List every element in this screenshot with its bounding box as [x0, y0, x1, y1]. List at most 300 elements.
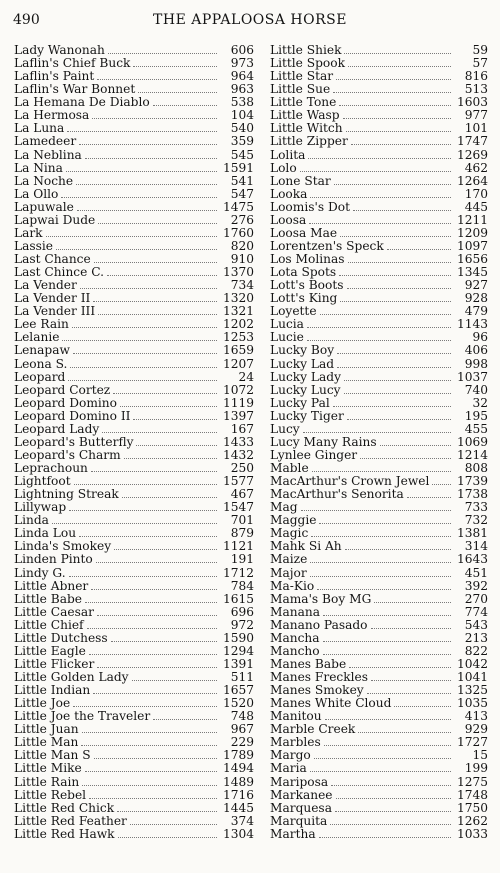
dot-leader	[133, 410, 217, 420]
index-entry	[14, 371, 254, 384]
entry-name: Lapwai Dude	[14, 213, 96, 227]
entry-name: Loomis's Dot	[270, 200, 350, 214]
dot-leader	[87, 619, 217, 629]
entry-number: 822	[464, 644, 488, 658]
entry-number: 734	[230, 279, 254, 293]
dot-leader	[66, 162, 217, 172]
page-number: 490	[13, 12, 40, 28]
entry-name: La Ollo	[14, 187, 59, 201]
dot-leader	[111, 632, 217, 642]
entry-name: Lolita	[270, 148, 306, 162]
dot-leader	[62, 331, 217, 341]
index-entry	[14, 331, 254, 344]
entry-number: 1037	[456, 370, 488, 384]
entry-number: 1119	[222, 396, 254, 410]
entry-name: Lucy Many Rains	[270, 435, 377, 449]
entry-name: Lindy G.	[14, 566, 66, 580]
entry-name: Lucky Lucy	[270, 383, 341, 397]
dot-leader	[102, 423, 217, 433]
entry-number: 998	[464, 357, 488, 371]
entry-name: Maize	[270, 553, 308, 567]
dot-leader	[310, 188, 451, 198]
entry-name: La Hermosa	[14, 109, 90, 123]
index-entry	[14, 122, 254, 135]
entry-number: 1433	[222, 435, 254, 449]
dot-leader	[81, 736, 217, 746]
dot-leader	[314, 749, 451, 759]
index-entry	[14, 253, 254, 266]
dot-leader	[432, 475, 451, 485]
entry-number: 541	[230, 174, 254, 188]
entry-name: Little Spook	[270, 57, 345, 71]
entry-number: 1789	[222, 749, 254, 763]
entry-number: 808	[464, 462, 488, 475]
dot-leader	[113, 384, 217, 394]
index-entry	[270, 802, 488, 815]
entry-name: Laflin's Chief Buck	[14, 57, 131, 71]
entry-name: Lenapaw	[14, 344, 70, 358]
entry-name: La Vender	[14, 279, 77, 293]
dot-leader	[307, 331, 451, 341]
dot-leader	[307, 318, 451, 328]
index-entry	[270, 96, 488, 109]
entry-name: La Neblina	[14, 148, 82, 162]
dot-leader	[347, 410, 451, 420]
entry-name: Leopard's Butterfly	[14, 435, 134, 449]
index-entry	[14, 632, 254, 645]
index-entry	[270, 201, 488, 214]
entry-number: 1739	[456, 475, 488, 489]
entry-number: 910	[230, 253, 254, 266]
entry-number: 973	[230, 57, 254, 71]
dot-leader	[82, 723, 217, 733]
entry-name: Little Shiek	[270, 44, 342, 57]
dot-leader	[353, 201, 451, 211]
dot-leader	[93, 684, 217, 694]
index-entry	[14, 776, 254, 789]
dot-leader	[394, 697, 451, 707]
dot-leader	[340, 227, 451, 237]
entry-name: Magic	[270, 527, 309, 541]
entry-number: 1727	[456, 736, 488, 750]
entry-name: Mancho	[270, 644, 320, 658]
entry-number: 1320	[222, 292, 254, 306]
page-header	[0, 10, 500, 30]
entry-name: Manana	[270, 605, 320, 619]
dot-leader	[308, 149, 451, 159]
entry-number: 359	[230, 135, 254, 149]
dot-leader	[337, 358, 451, 368]
entry-name: Lightfoot	[14, 475, 71, 489]
index-entry	[14, 815, 254, 828]
dot-leader	[336, 70, 451, 80]
entry-number: 1391	[222, 657, 254, 671]
dot-leader	[79, 135, 217, 145]
index-entry	[14, 828, 254, 841]
entry-name: La Nina	[14, 161, 63, 175]
dot-leader	[358, 723, 451, 733]
index-entry	[14, 292, 254, 305]
entry-name: Laflin's War Bonnet	[14, 83, 136, 97]
index-entry	[270, 645, 488, 658]
dot-leader	[324, 736, 451, 746]
entry-number: 547	[230, 187, 254, 201]
index-entry	[14, 697, 254, 710]
index-entry	[14, 109, 254, 122]
entry-name: Lott's Boots	[270, 279, 344, 293]
entry-number: 879	[230, 527, 254, 541]
entry-name: Little Red Chick	[14, 801, 115, 815]
dot-leader	[93, 292, 217, 302]
entry-name: Little Joe	[14, 697, 71, 711]
entry-number: 701	[230, 514, 254, 528]
index-entry	[270, 567, 488, 580]
index-entry	[270, 671, 488, 684]
dot-leader	[73, 344, 217, 354]
entry-name: Mama's Boy MG	[270, 592, 372, 606]
index-entry	[270, 240, 488, 253]
entry-number: 1590	[222, 631, 254, 645]
entry-name: Leopard Domino II	[14, 409, 131, 423]
dot-leader	[317, 580, 451, 590]
dot-leader	[85, 149, 217, 159]
index-entry	[270, 684, 488, 697]
dot-leader	[74, 475, 217, 485]
entry-number: 199	[464, 762, 488, 776]
dot-leader	[132, 671, 217, 681]
dot-leader	[133, 57, 217, 67]
entry-name: Little Zipper	[270, 135, 348, 149]
entry-number: 774	[464, 605, 488, 619]
index-entry	[270, 723, 488, 736]
dot-leader	[97, 606, 217, 616]
dot-leader	[323, 645, 451, 655]
index-entry	[14, 749, 254, 762]
index-entry	[14, 358, 254, 371]
entry-name: Little Dutchess	[14, 631, 108, 645]
entry-number: 1121	[222, 540, 254, 554]
entry-number: 784	[230, 579, 254, 593]
index-entry	[270, 789, 488, 802]
entry-name: Last Chance	[14, 253, 91, 266]
index-entry	[14, 96, 254, 109]
dot-leader	[85, 762, 217, 772]
index-entry	[270, 397, 488, 410]
dot-leader	[91, 580, 217, 590]
index-entry	[14, 658, 254, 671]
dot-leader	[344, 371, 451, 381]
index-entry	[14, 619, 254, 632]
index-entry	[270, 266, 488, 279]
index-entry	[270, 540, 488, 553]
entry-number: 1381	[456, 527, 488, 541]
index-entry	[270, 658, 488, 671]
index-entry	[270, 305, 488, 318]
entry-name: Lark	[14, 226, 43, 240]
entry-name: Little Witch	[270, 122, 343, 136]
entry-name: Little Star	[270, 70, 334, 84]
entry-number: 462	[464, 161, 488, 175]
dot-leader	[407, 488, 451, 498]
index-entry	[14, 553, 254, 566]
entry-name: Leopard	[14, 370, 66, 384]
entry-name: La Noche	[14, 174, 74, 188]
entry-name: MacArthur's Senorita	[270, 488, 404, 502]
entry-number: 1712	[222, 566, 254, 580]
entry-number: 1547	[222, 501, 254, 515]
entry-number: 967	[230, 723, 254, 737]
index-entry	[14, 593, 254, 606]
entry-name: Little Sue	[270, 83, 331, 97]
dot-leader	[97, 70, 217, 80]
dot-leader	[345, 540, 451, 550]
entry-name: Mariposa	[270, 775, 329, 789]
entry-number: 696	[230, 605, 254, 619]
entry-name: Lucky Pal	[270, 396, 330, 410]
entry-number: 1643	[456, 553, 488, 567]
dot-leader	[340, 292, 451, 302]
index-entry	[270, 514, 488, 527]
index-entry	[14, 501, 254, 514]
entry-number: 545	[230, 148, 254, 162]
entry-name: Manes White Cloud	[270, 697, 392, 711]
entry-number: 1202	[222, 318, 254, 332]
index-entry	[14, 580, 254, 593]
entry-number: 1264	[456, 174, 488, 188]
entry-name: Little Caesar	[14, 605, 94, 619]
entry-name: Lucky Boy	[270, 344, 335, 358]
index-entry	[270, 593, 488, 606]
entry-number: 732	[464, 514, 488, 528]
entry-name: Little Babe	[14, 592, 83, 606]
entry-name: Mable	[270, 462, 309, 475]
entry-name: Marquita	[270, 814, 328, 828]
entry-number: 1209	[456, 226, 488, 240]
index-entry	[270, 188, 488, 201]
dot-leader	[67, 122, 217, 132]
entry-name: Manes Smokey	[270, 684, 364, 698]
index-entry	[270, 371, 488, 384]
entry-name: Lassie	[14, 239, 53, 253]
entry-number: 1748	[456, 788, 488, 802]
entry-name: Manitou	[270, 710, 322, 724]
index-entry	[270, 710, 488, 723]
dot-leader	[347, 279, 452, 289]
entry-name: Little Mike	[14, 762, 82, 776]
entry-name: Lone Star	[270, 174, 331, 188]
index-entry	[14, 57, 254, 70]
dot-leader	[339, 266, 451, 276]
entry-number: 32	[472, 396, 488, 410]
entry-number: 606	[230, 44, 254, 57]
index-entry	[270, 318, 488, 331]
dot-leader	[330, 815, 451, 825]
entry-number: 1321	[222, 305, 254, 319]
dot-leader	[312, 462, 451, 472]
index-entry	[270, 462, 488, 475]
index-entry	[270, 331, 488, 344]
entry-number: 270	[464, 592, 488, 606]
entry-number: 929	[464, 723, 488, 737]
index-entry	[14, 397, 254, 410]
dot-leader	[310, 567, 451, 577]
entry-name: Manes Freckles	[270, 671, 369, 684]
index-entry	[270, 410, 488, 423]
entry-number: 1207	[222, 357, 254, 371]
index-entry	[14, 344, 254, 357]
entry-number: 1432	[222, 448, 254, 462]
dot-leader	[374, 593, 451, 603]
entry-name: Little Rain	[14, 775, 80, 789]
dot-leader	[72, 318, 217, 328]
index-entry	[270, 109, 488, 122]
entry-number: 1069	[456, 435, 488, 449]
entry-number: 1211	[456, 213, 488, 227]
entry-name: Little Man S	[14, 749, 91, 763]
entry-number: 374	[230, 814, 254, 828]
dot-leader	[77, 201, 217, 211]
entry-name: Lucy	[270, 422, 300, 436]
index-entry	[14, 240, 254, 253]
index-entry	[14, 305, 254, 318]
dot-leader	[117, 802, 217, 812]
entry-number: 927	[464, 279, 488, 293]
entry-name: Little Juan	[14, 723, 79, 737]
entry-number: 816	[464, 70, 488, 84]
index-entry	[270, 122, 488, 135]
dot-leader	[114, 540, 217, 550]
index-entry	[270, 527, 488, 540]
dot-leader	[351, 135, 451, 145]
dot-leader	[68, 371, 217, 381]
dot-leader	[69, 501, 217, 511]
entry-name: Little Indian	[14, 684, 91, 698]
entry-number: 1657	[222, 684, 254, 698]
entry-number: 59	[472, 44, 488, 57]
entry-name: Maggie	[270, 514, 317, 528]
entry-number: 1603	[456, 96, 488, 110]
dot-leader	[98, 214, 217, 224]
entry-name: Lucie	[270, 331, 304, 345]
dot-leader	[98, 305, 217, 315]
entry-number: 170	[464, 187, 488, 201]
index-entry	[270, 57, 488, 70]
index-entry	[270, 501, 488, 514]
entry-name: Little Flicker	[14, 657, 95, 671]
entry-number: 1262	[456, 814, 488, 828]
index-entry	[14, 149, 254, 162]
entry-number: 928	[464, 292, 488, 306]
index-entry	[14, 671, 254, 684]
dot-leader	[309, 214, 451, 224]
index-entry	[14, 449, 254, 462]
index-entry	[14, 723, 254, 736]
dot-leader	[319, 514, 451, 524]
index-entry	[270, 776, 488, 789]
entry-number: 57	[472, 57, 488, 71]
entry-number: 1716	[222, 788, 254, 802]
index-entry	[270, 292, 488, 305]
entry-number: 167	[230, 422, 254, 436]
entry-number: 101	[464, 122, 488, 136]
dot-leader	[310, 762, 451, 772]
entry-name: Lamedeer	[14, 135, 77, 149]
entry-name: Margo	[270, 749, 311, 763]
index-entry	[270, 423, 488, 436]
entry-number: 1738	[456, 488, 488, 502]
dot-leader	[310, 553, 451, 563]
entry-name: Little Rebel	[14, 788, 87, 802]
entry-name: Mancha	[270, 631, 320, 645]
dot-leader	[320, 305, 451, 315]
entry-number: 195	[464, 409, 488, 423]
index-entry	[14, 266, 254, 279]
entry-name: Looka	[270, 187, 308, 201]
index-entry	[270, 697, 488, 710]
entry-name: Laflin's Paint	[14, 70, 95, 84]
entry-number: 543	[464, 618, 488, 632]
dot-leader	[97, 658, 217, 668]
dot-leader	[339, 96, 451, 106]
entry-number: 24	[238, 370, 254, 384]
dot-leader	[333, 83, 451, 93]
entry-name: Little Joe the Traveler	[14, 710, 151, 724]
entry-name: Leopard Domino	[14, 396, 117, 410]
index-entry	[14, 475, 254, 488]
entry-number: 963	[230, 83, 254, 97]
entry-number: 1214	[456, 448, 488, 462]
index-entry	[14, 710, 254, 723]
entry-number: 1269	[456, 148, 488, 162]
entry-name: Little Abner	[14, 579, 89, 593]
dot-leader	[331, 776, 451, 786]
index-entry	[14, 462, 254, 475]
entry-name: Leopard's Charm	[14, 448, 121, 462]
entry-name: La Hemana De Diablo	[14, 96, 150, 110]
entry-name: Lynlee Ginger	[270, 448, 358, 462]
dot-leader	[96, 553, 217, 563]
entry-name: Mag	[270, 501, 298, 515]
entry-number: 1035	[456, 697, 488, 711]
entry-number: 96	[472, 331, 488, 345]
dot-leader	[319, 828, 451, 838]
dot-leader	[94, 253, 217, 263]
entry-number: 820	[230, 239, 254, 253]
index-entry	[270, 488, 488, 501]
dot-leader	[138, 83, 217, 93]
entry-number: 540	[230, 122, 254, 136]
entry-name: Loosa Mae	[270, 226, 338, 240]
index-entry	[270, 436, 488, 449]
entry-number: 1656	[456, 253, 488, 266]
index-entry	[14, 789, 254, 802]
dot-leader	[120, 397, 217, 407]
index-entry	[14, 227, 254, 240]
dot-leader	[336, 789, 452, 799]
entry-name: Marble Creek	[270, 723, 356, 737]
entry-number: 413	[464, 710, 488, 724]
entry-name: Little Tone	[270, 96, 337, 110]
entry-name: Markanee	[270, 788, 333, 802]
entry-number: 1494	[222, 762, 254, 776]
entry-number: 276	[230, 213, 254, 227]
entry-name: La Vender II	[14, 292, 91, 306]
entry-number: 479	[464, 305, 488, 319]
dot-leader	[367, 684, 451, 694]
entry-number: 538	[230, 96, 254, 110]
dot-leader	[343, 109, 451, 119]
dot-leader	[360, 449, 451, 459]
